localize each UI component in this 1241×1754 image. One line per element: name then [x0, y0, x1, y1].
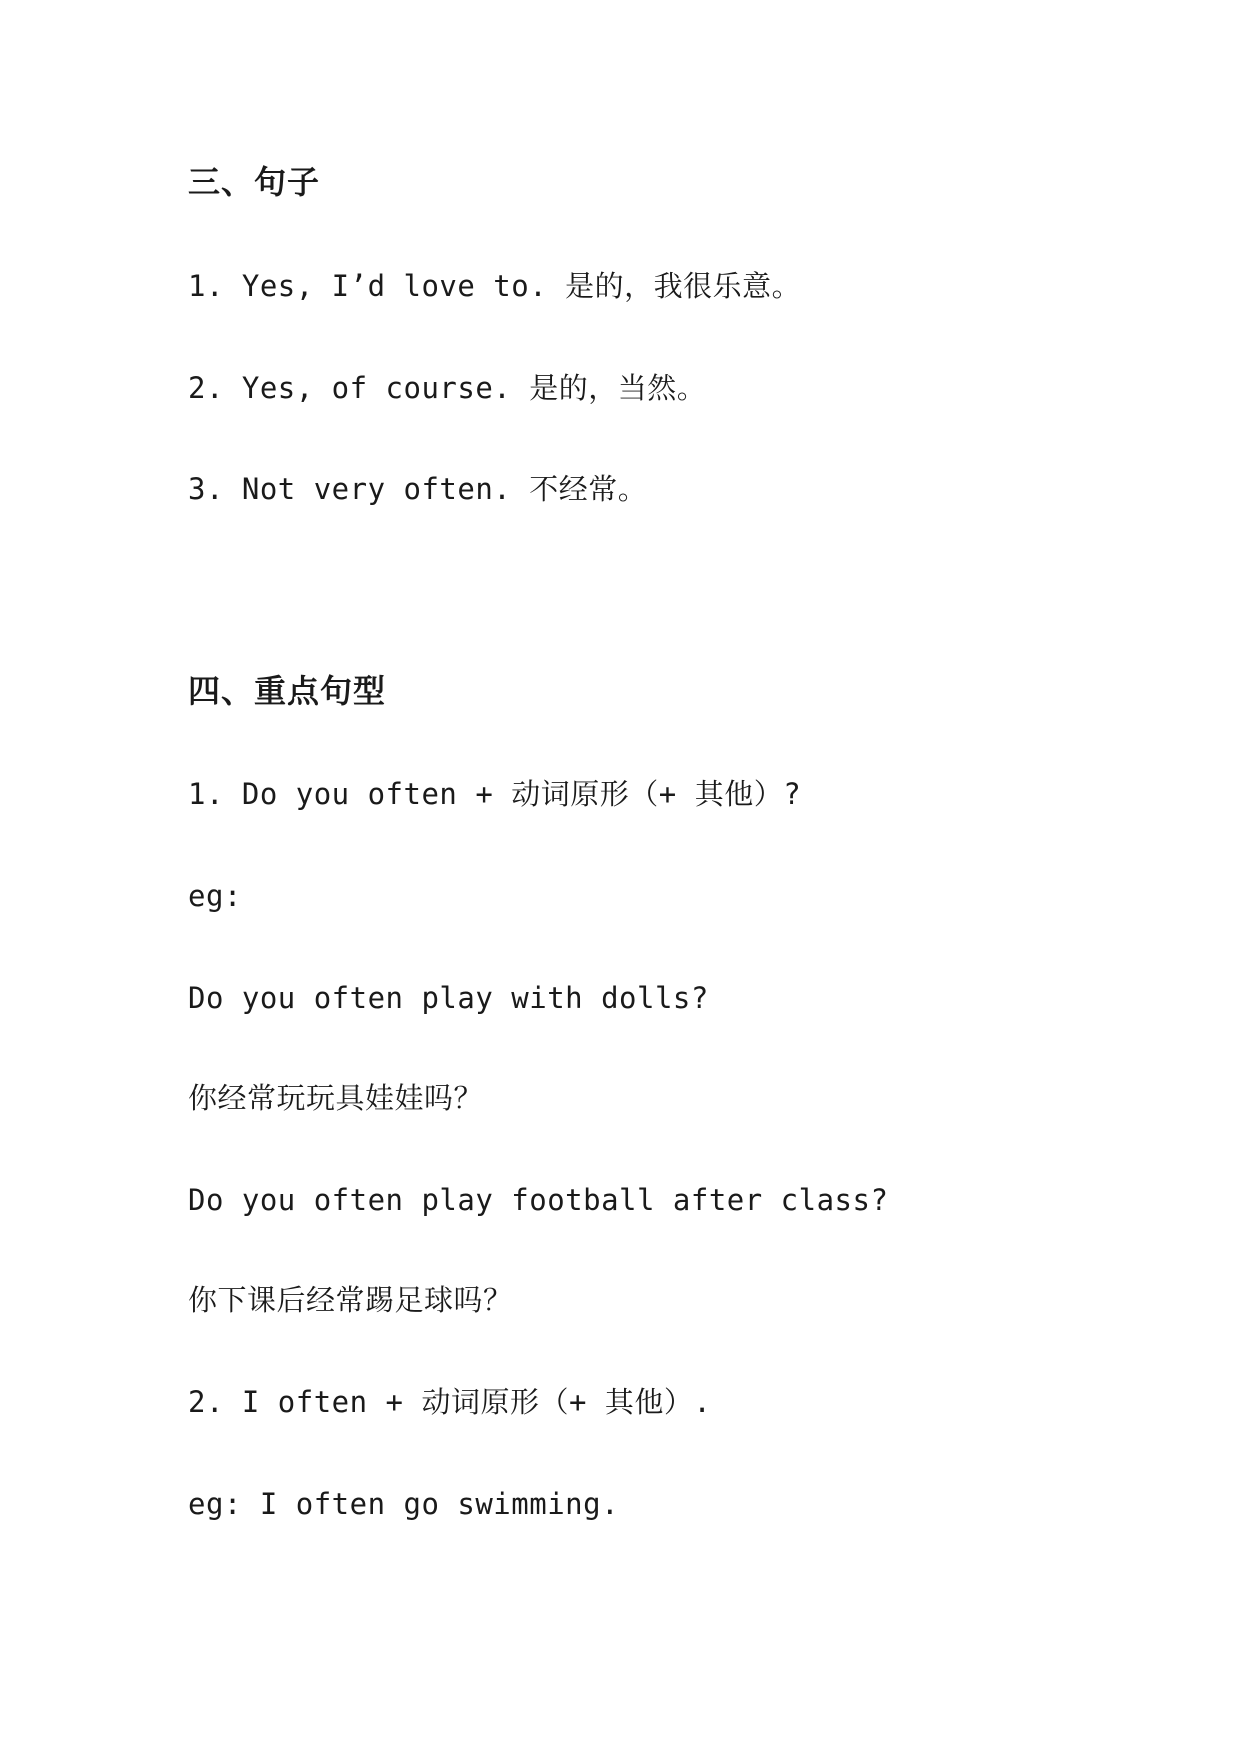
example-translation-2: 你下课后经常踢足球吗？: [188, 1283, 513, 1317]
section-heading-key-patterns: 四、重点句型: [188, 672, 387, 710]
pattern-item-2: 2. I often + 动词原形（+ 其他）.: [188, 1385, 712, 1419]
example-sentence-3: eg: I often go swimming.: [188, 1487, 620, 1521]
sentence-item-1: 1. Yes, I’d love to. 是的，我很乐意。: [188, 269, 802, 303]
sentence-item-2: 2. Yes, of course. 是的，当然。: [188, 371, 707, 405]
pattern-item-1: 1. Do you often + 动词原形（+ 其他）?: [188, 777, 802, 811]
example-sentence-1: Do you often play with dolls?: [188, 981, 709, 1015]
example-sentence-2: Do you often play football after class?: [188, 1183, 889, 1217]
sentence-item-3: 3. Not very often. 不经常。: [188, 472, 648, 506]
example-translation-1: 你经常玩玩具娃娃吗？: [188, 1081, 484, 1115]
example-label: eg:: [188, 879, 242, 913]
section-heading-sentences: 三、句子: [188, 163, 321, 201]
